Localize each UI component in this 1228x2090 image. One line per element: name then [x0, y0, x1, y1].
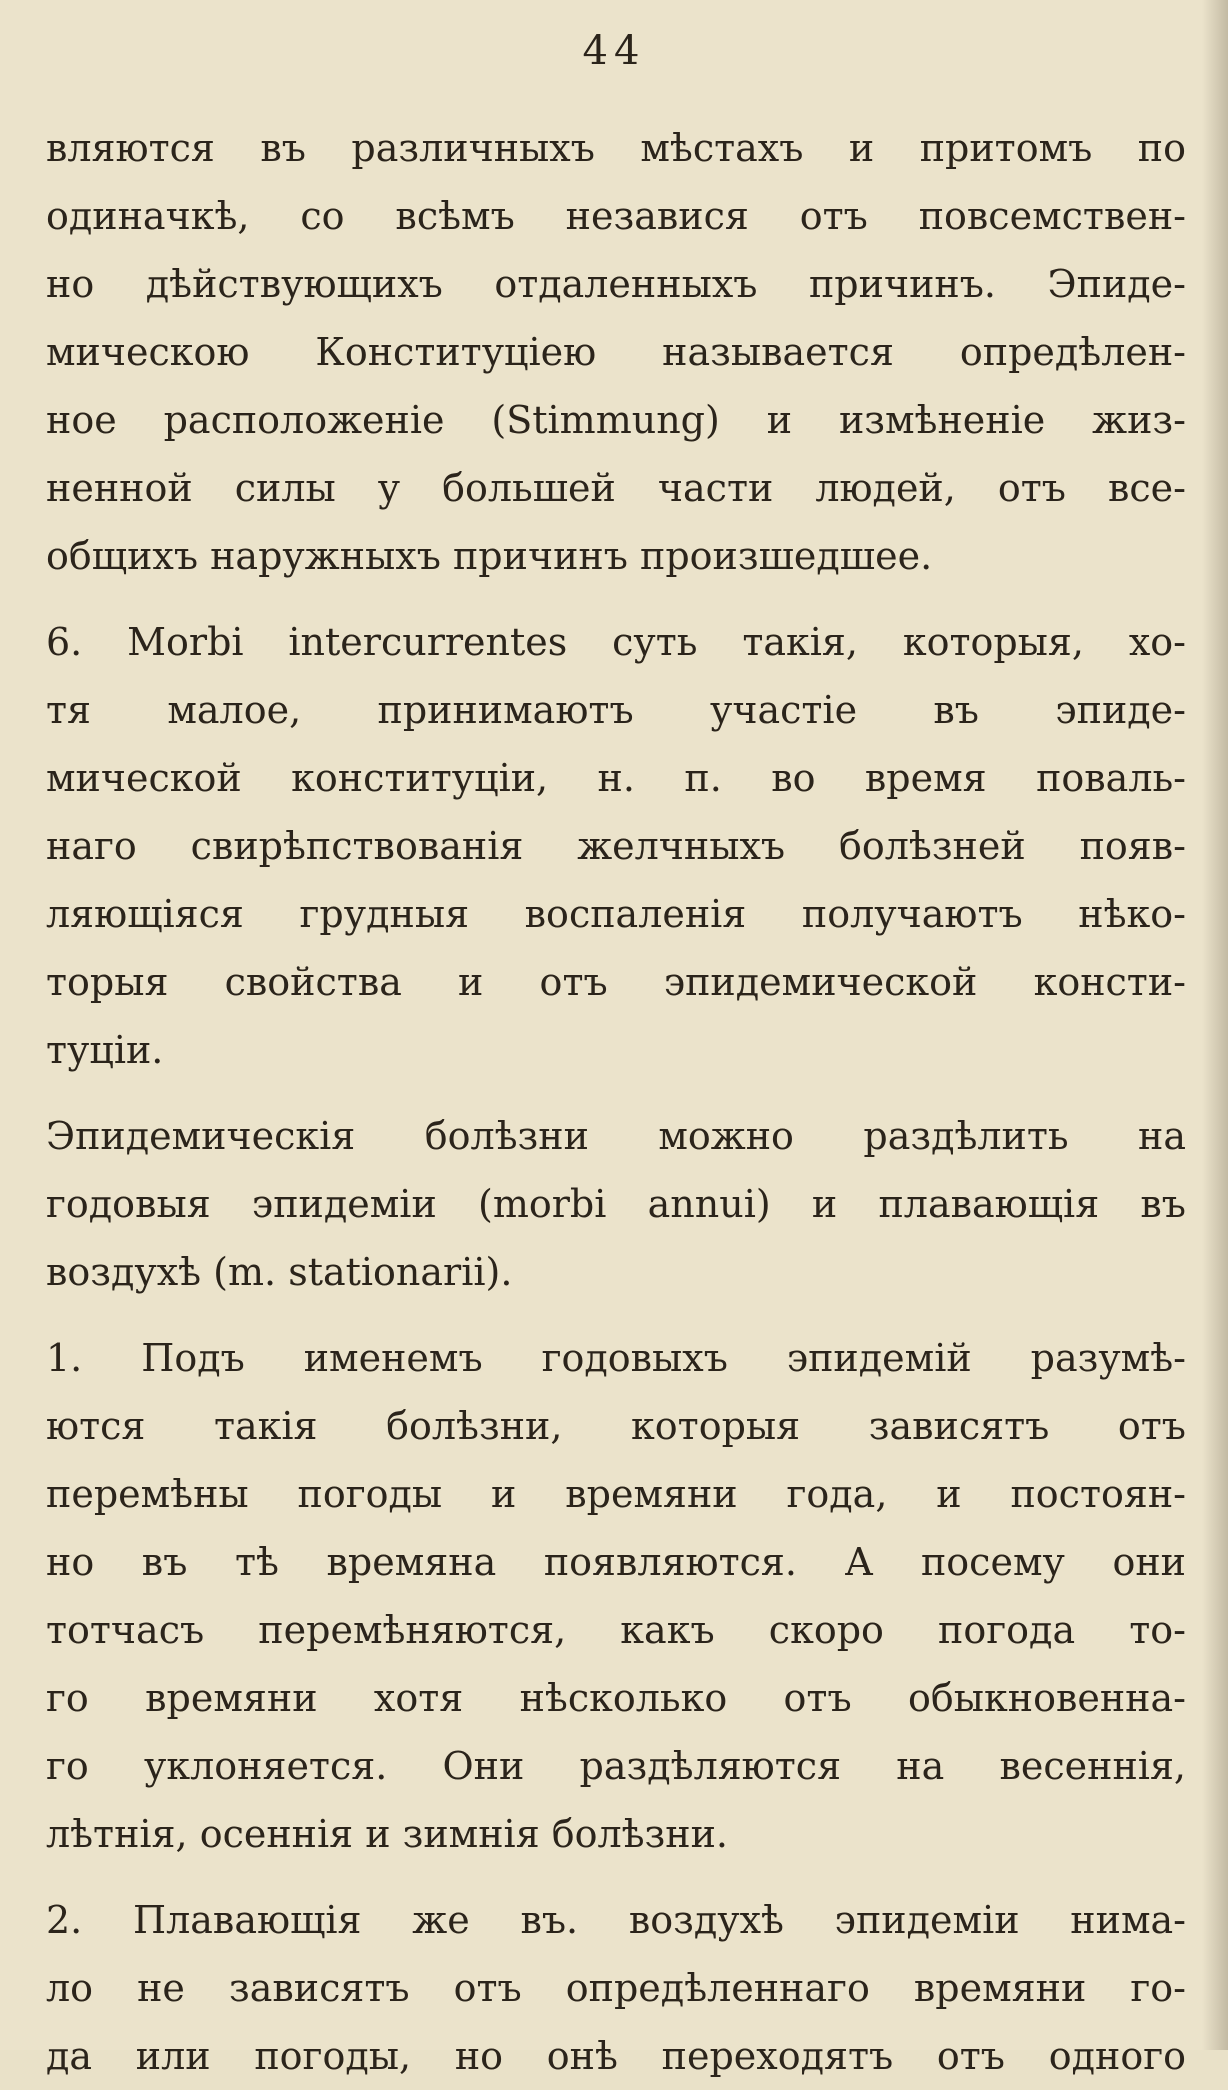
- text-line: 1. Подъ именемъ годовыхъ эпидемiй разумѣ-: [46, 1336, 1186, 1380]
- text-line: го времяни хотя нѣсколько отъ обыкновенна-: [46, 1676, 1186, 1720]
- text-line: ное расположенiе (Stimmung) и измѣненiе жиз-: [46, 398, 1186, 442]
- paragraph-gap: [46, 590, 1186, 608]
- text-line: наго свирѣпствованiя желчныхъ болѣзней появ-: [46, 824, 1186, 868]
- text-line: воздухѣ (m. stationarii).: [46, 1250, 513, 1294]
- text-line: общихъ наружныхъ причинъ произшедшее.: [46, 534, 933, 578]
- text-line: 2. Плавающiя же въ. воздухѣ эпидемiи нима-: [46, 1898, 1186, 1942]
- text-line: но дѣйствующихъ отдаленныхъ причинъ. Эпиде-: [46, 262, 1186, 306]
- text-line: но въ тѣ времяна появляются. А посему они: [46, 1540, 1186, 1584]
- text-line: тотчасъ перемѣняются, какъ скоро погода то-: [46, 1608, 1186, 1652]
- body-text: [46, 114, 1186, 2090]
- text-line: мической конституцiи, н. п. во время поваль-: [46, 756, 1186, 800]
- text-line: да или погоды, но онѣ переходятъ отъ одного: [46, 2034, 1186, 2078]
- text-line: лѣтнiя, осеннiя и зимнiя болѣзни.: [46, 1812, 729, 1856]
- paragraph-gap: [46, 1084, 1186, 1102]
- page-number: 44: [582, 28, 646, 74]
- text-line: годовыя эпидемiи (morbi annui) и плавающiя въ: [46, 1182, 1186, 1226]
- text-line: торыя свойства и отъ эпидемической консти-: [46, 960, 1186, 1004]
- text-line: туцiи.: [46, 1028, 164, 1072]
- text-line: ло не зависятъ отъ опредѣленнаго времяни го-: [46, 1966, 1186, 2010]
- text-line: тя малое, принимаютъ участiе въ эпиде-: [46, 688, 1186, 732]
- text-line: ляющiяся грудныя воспаленiя получаютъ нѣко-: [46, 892, 1186, 936]
- text-line: го уклоняется. Они раздѣляются на весеннiя,: [46, 1744, 1186, 1788]
- paragraph-gap: [46, 1868, 1186, 1886]
- text-line: мическою Конституцiею называется опредѣлен-: [46, 330, 1186, 374]
- text-line: ются такiя болѣзни, которыя зависятъ отъ: [46, 1404, 1186, 1448]
- paragraph-gap: [46, 1306, 1186, 1324]
- text-line: одиначкѣ, со всѣмъ независя отъ повсемствен-: [46, 194, 1186, 238]
- page-edge-shadow: [1202, 0, 1228, 2050]
- text-line: 6. Morbi intercurrentes суть такiя, которыя, хо-: [46, 620, 1186, 664]
- text-line: Эпидемическiя болѣзни можно раздѣлить на: [46, 1114, 1186, 1158]
- text-line: ненной силы у большей части людей, отъ все-: [46, 466, 1186, 510]
- text-line: перемѣны погоды и времяни года, и постоян-: [46, 1472, 1186, 1516]
- text-line: вляются въ различныхъ мѣстахъ и притомъ по: [46, 126, 1186, 170]
